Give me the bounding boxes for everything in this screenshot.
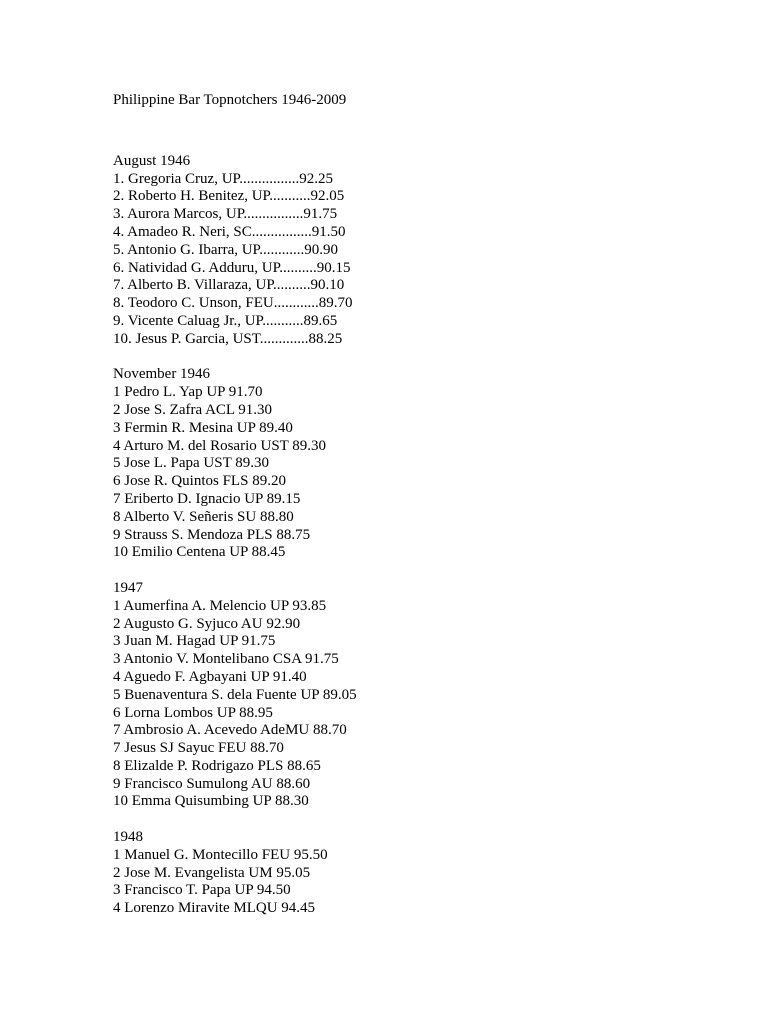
topnotcher-entry: 5 Buenaventura S. dela Fuente UP 89.05	[113, 686, 357, 703]
topnotcher-entry: 9 Francisco Sumulong AU 88.60	[113, 775, 311, 792]
section-heading: August 1946	[113, 152, 191, 169]
topnotcher-entry: 10 Emilio Centena UP 88.45	[113, 544, 286, 561]
topnotcher-entry: 8 Elizalde P. Rodrigazo PLS 88.65	[113, 757, 321, 774]
results-section	[113, 829, 733, 918]
sections-container	[113, 153, 733, 918]
topnotcher-entry: 9. Vicente Caluag Jr., UP...........89.65	[113, 312, 338, 329]
topnotcher-entry: 2. Roberto H. Benitez, UP...........92.05	[113, 188, 345, 205]
topnotcher-entry: 1. Gregoria Cruz, UP................92.25	[113, 170, 333, 187]
topnotcher-entry: 3 Francisco T. Papa UP 94.50	[113, 882, 291, 899]
topnotcher-entry: 3 Antonio V. Montelibano CSA 91.75	[113, 651, 339, 668]
topnotcher-entry: 5 Jose L. Papa UST 89.30	[113, 455, 269, 472]
topnotcher-entry: 3 Fermin R. Mesina UP 89.40	[113, 419, 293, 436]
topnotcher-entry: 7 Ambrosio A. Acevedo AdeMU 88.70	[113, 722, 347, 739]
results-section	[113, 366, 733, 562]
section-heading: 1948	[113, 829, 143, 846]
topnotcher-entry: 7 Eriberto D. Ignacio UP 89.15	[113, 490, 301, 507]
topnotcher-entry: 6 Jose R. Quintos FLS 89.20	[113, 473, 286, 490]
topnotcher-entry: 7. Alberto B. Villaraza, UP..........90.10	[113, 277, 345, 294]
topnotcher-entry: 5. Antonio G. Ibarra, UP............90.90	[113, 241, 338, 258]
topnotcher-entry: 4 Arturo M. del Rosario UST 89.30	[113, 437, 327, 454]
results-section	[113, 153, 733, 349]
topnotcher-entry: 6 Lorna Lombos UP 88.95	[113, 704, 273, 721]
topnotcher-entry: 10. Jesus P. Garcia, UST.............88.25	[113, 330, 343, 347]
topnotcher-entry: 6. Natividad G. Adduru, UP..........90.15	[113, 259, 351, 276]
document-page	[113, 92, 733, 936]
topnotcher-entry: 10 Emma Quisumbing UP 88.30	[113, 793, 309, 810]
topnotcher-entry: 3 Juan M. Hagad UP 91.75	[113, 633, 276, 650]
topnotcher-entry: 9 Strauss S. Mendoza PLS 88.75	[113, 526, 311, 543]
topnotcher-entry: 3. Aurora Marcos, UP................91.75	[113, 206, 338, 223]
topnotcher-entry: 2 Augusto G. Syjuco AU 92.90	[113, 615, 301, 632]
section-heading: November 1946	[113, 366, 211, 383]
topnotcher-entry: 4 Lorenzo Miravite MLQU 94.45	[113, 900, 316, 917]
topnotcher-entry: 8. Teodoro C. Unson, FEU............89.70	[113, 295, 353, 312]
topnotcher-entry: 7 Jesus SJ Sayuc FEU 88.70	[113, 740, 284, 757]
topnotcher-entry: 8 Alberto V. Señeris SU 88.80	[113, 508, 294, 525]
results-section	[113, 580, 733, 811]
topnotcher-entry: 4 Aguedo F. Agbayani UP 91.40	[113, 668, 307, 685]
topnotcher-entry: 1 Aumerfina A. Melencio UP 93.85	[113, 597, 327, 614]
topnotcher-entry: 2 Jose M. Evangelista UM 95.05	[113, 864, 311, 881]
section-heading: 1947	[113, 579, 143, 596]
topnotcher-entry: 4. Amadeo R. Neri, SC................91.50	[113, 223, 346, 240]
document-title: Philippine Bar Topnotchers 1946-2009	[113, 92, 347, 108]
topnotcher-entry: 2 Jose S. Zafra ACL 91.30	[113, 401, 273, 418]
topnotcher-entry: 1 Manuel G. Montecillo FEU 95.50	[113, 846, 328, 863]
topnotcher-entry: 1 Pedro L. Yap UP 91.70	[113, 384, 263, 401]
